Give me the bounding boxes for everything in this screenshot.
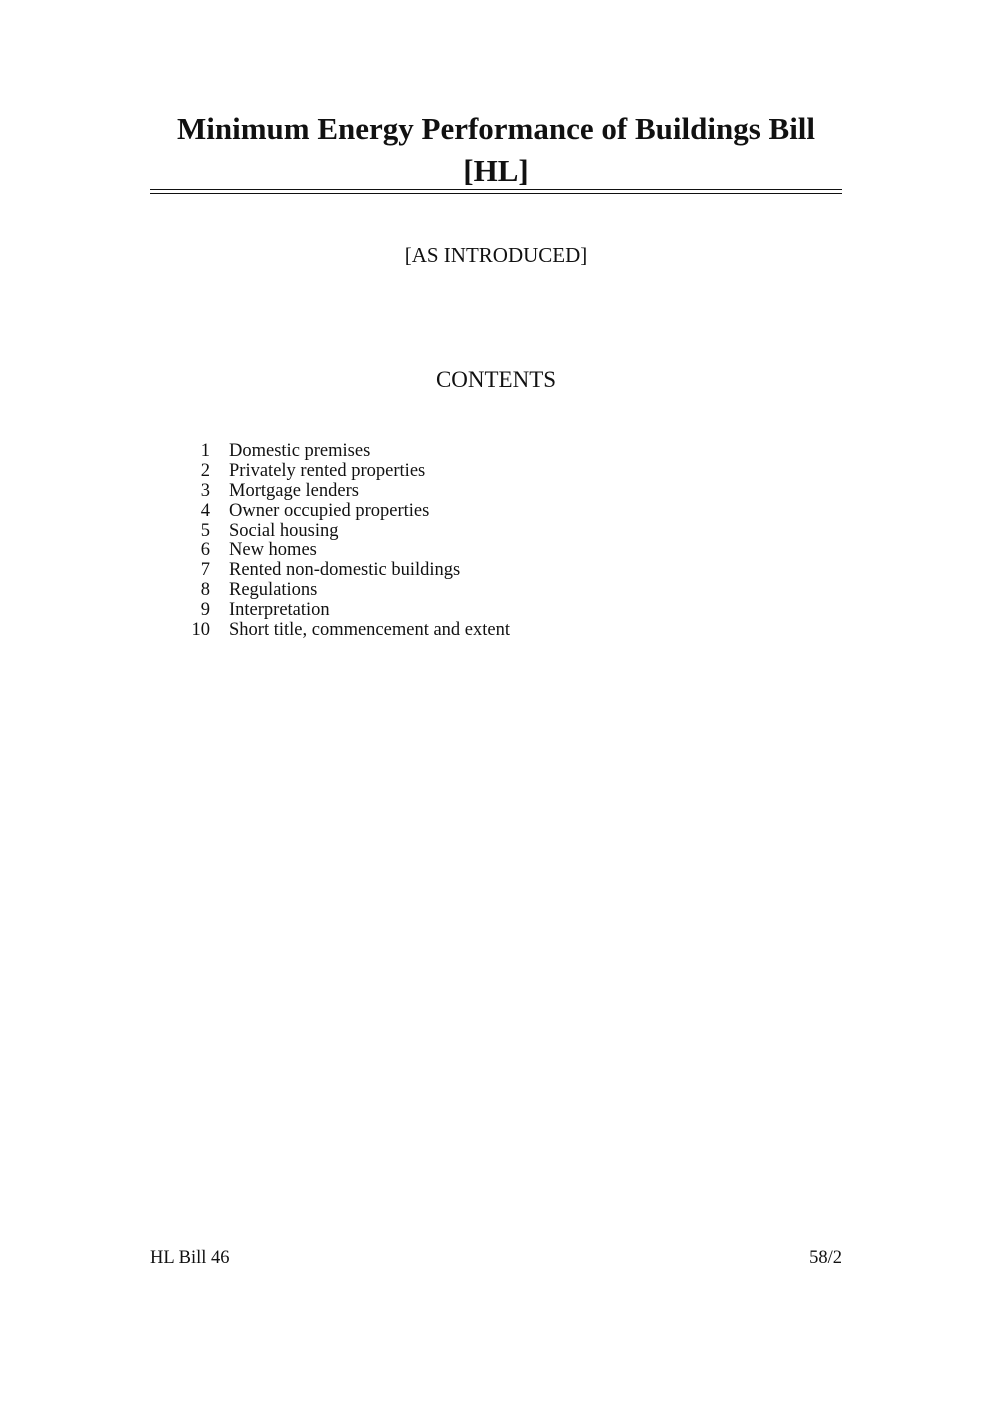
contents-list bbox=[170, 442, 510, 641]
contents-item[interactable] bbox=[170, 541, 510, 561]
contents-item[interactable] bbox=[170, 462, 510, 482]
bill-number: HL Bill 46 bbox=[150, 1248, 230, 1268]
clause-heading: Privately rented properties bbox=[229, 460, 426, 481]
clause-number: 9 bbox=[200, 600, 210, 621]
session-reference: 58/2 bbox=[809, 1248, 842, 1268]
clause-heading: Rented non-domestic buildings bbox=[229, 560, 461, 581]
clause-number: 1 bbox=[200, 441, 210, 461]
contents-item[interactable] bbox=[170, 621, 510, 641]
contents-item[interactable] bbox=[170, 561, 510, 581]
clause-number: 2 bbox=[200, 460, 210, 481]
clause-heading: Short title, commencement and extent bbox=[229, 620, 511, 641]
clause-number: 4 bbox=[200, 500, 210, 521]
clause-heading: Owner occupied properties bbox=[229, 500, 430, 521]
contents-item[interactable] bbox=[170, 502, 510, 522]
clause-heading: Social housing bbox=[229, 520, 339, 541]
bill-title-line-1: Minimum Energy Performance of Buildings Bill bbox=[176, 111, 816, 146]
contents-item[interactable] bbox=[170, 601, 510, 621]
contents-item[interactable] bbox=[170, 442, 510, 462]
contents-item[interactable] bbox=[170, 522, 510, 542]
clause-number: 5 bbox=[200, 520, 210, 541]
title-rule-top bbox=[150, 189, 842, 190]
clause-number: 10 bbox=[191, 620, 210, 641]
clause-heading: New homes bbox=[229, 540, 317, 561]
contents-item[interactable] bbox=[170, 581, 510, 601]
clause-heading: Mortgage lenders bbox=[229, 480, 359, 501]
title-rule-bottom bbox=[150, 193, 842, 194]
contents-item[interactable] bbox=[170, 482, 510, 502]
bill-title-line-2: [HL] bbox=[463, 153, 529, 188]
clause-number: 8 bbox=[200, 580, 210, 601]
clause-number: 3 bbox=[200, 480, 210, 501]
clause-heading: Regulations bbox=[229, 580, 318, 601]
clause-number: 6 bbox=[200, 540, 210, 561]
contents-heading: CONTENTS bbox=[435, 367, 557, 392]
clause-heading: Interpretation bbox=[229, 600, 330, 621]
bill-stage: [AS INTRODUCED] bbox=[404, 243, 588, 267]
clause-number: 7 bbox=[200, 560, 210, 581]
clause-heading: Domestic premises bbox=[229, 441, 371, 461]
bill-title bbox=[150, 108, 842, 192]
